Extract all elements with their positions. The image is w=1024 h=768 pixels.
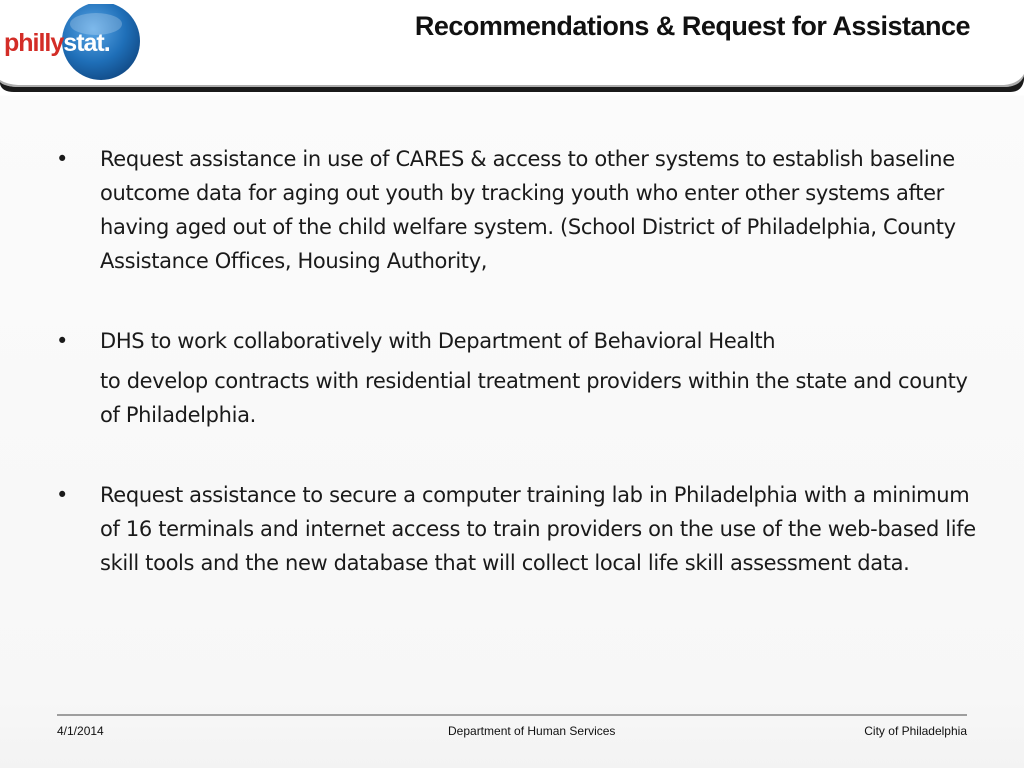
bullet-text: Request assistance in use of CARES & access to other systems to establish baseline outcome data for aging out youth by tracking youth who enter other systems after having aged out of the child welfare system. (School District of Philadelphia, County Assistance Offices, Housing Authority, <box>100 147 956 273</box>
bullet-glyph: • <box>56 483 69 507</box>
bullet-glyph: • <box>56 329 69 353</box>
bullet-text: DHS to work collaboratively with Department of Behavioral Health <box>100 329 776 353</box>
footer-divider <box>57 714 967 716</box>
logo-word-stat: stat <box>63 29 104 57</box>
bullet-item-dhs <box>56 324 976 432</box>
bullet-list <box>56 142 976 626</box>
logo-word-philly: philly <box>4 29 64 57</box>
logo-wordmark <box>4 28 110 58</box>
bullet-item-cares <box>56 142 976 278</box>
footer-date: 4/1/2014 <box>57 724 104 738</box>
bullet-glyph: • <box>56 147 69 171</box>
bullet-item-training-lab <box>56 478 976 580</box>
phillystat-logo <box>0 4 145 80</box>
footer-department: Department of Human Services <box>448 724 616 738</box>
footer-city: City of Philadelphia <box>864 724 967 738</box>
bullet-text: Request assistance to secure a computer training lab in Philadelphia with a minimum of 16 terminals and internet access to train providers on the use of the web-based life skill tools and the new database that will collect local life skill assessment data. <box>100 483 976 575</box>
slide-title: Recommendations & Request for Assistance <box>414 11 970 41</box>
header-band <box>0 0 1024 95</box>
logo-word-dot: . <box>103 29 110 57</box>
bullet-continuation: to develop contracts with residential treatment providers within the state and county of Philadelphia. <box>100 369 968 427</box>
